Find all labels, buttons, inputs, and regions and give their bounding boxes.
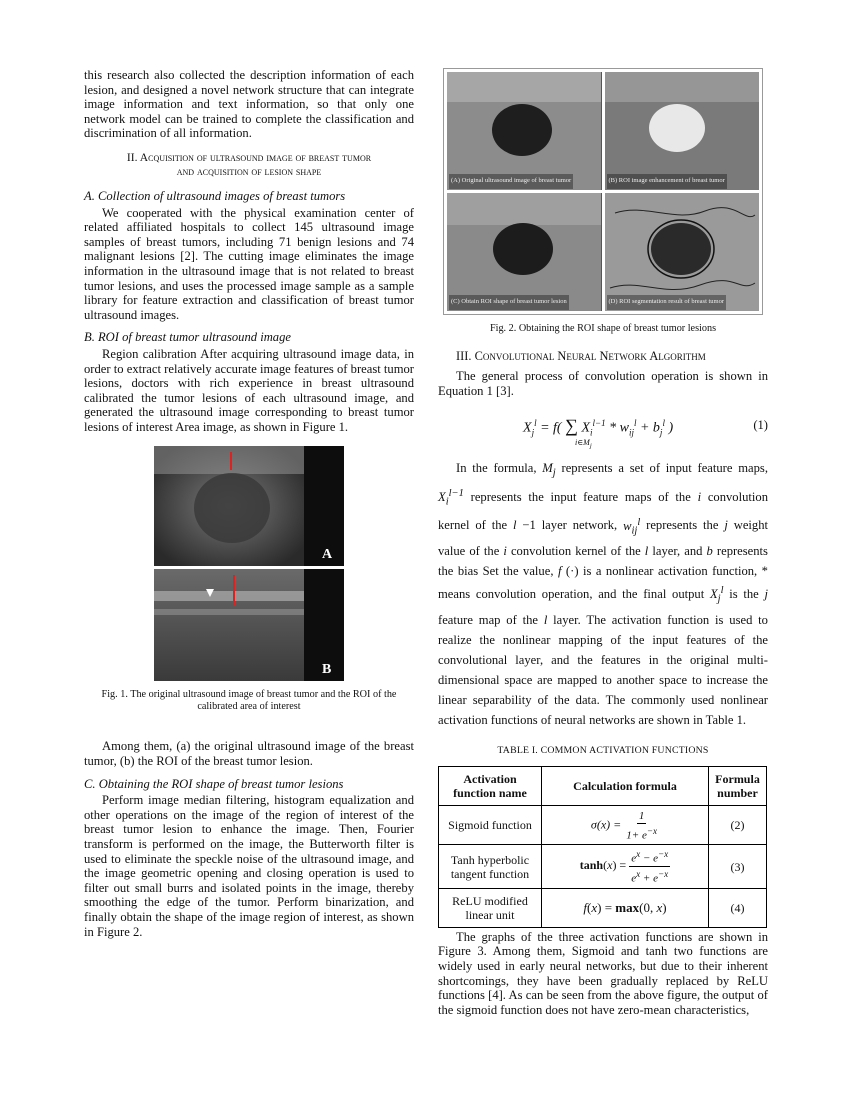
figure-2-caption: Fig. 2. Obtaining the ROI shape of breast tumor lesions [489, 323, 717, 334]
table-row [439, 806, 767, 845]
formula-text-6: represents the [646, 518, 719, 533]
table-1-title: TABLE I. COMMON ACTIVATION FUNCTIONS [497, 744, 709, 756]
formula-text-10: represents the bias Set the value, [438, 544, 768, 579]
ultrasound-image-a [154, 446, 344, 566]
formula-explanation-paragraph: In the formula, $M_j$ represents a set of input feature maps, $X_i^{l-1}$ represents the input feature maps of the i convolution kernel of the l −1 layer network, $w_{ij}^l$ represents the j weight value of the i convolution kernel of the l layer, and b represents the bias Set the value, f (·) is a nonlinear activation function, * means convolution operation, and the final output $X_j^l$ is the j feature map of the l layer. The activation function is used to realize the nonlinear mapping of the input features of the convolutional layer, and the features in the original multi-dimensional space are mapped to another space to increase the linear separability of the data. The commonly used nonlinear activation functions of neural networks are shown in Table 1. [438, 461, 769, 727]
figure-2-panel-c-caption: (C) Obtain ROI shape of breast tumor lesion [449, 295, 569, 310]
intro-paragraph: this research also collected the description information of each lesion, and designed a novel network structure that can integrate image information and text information, so that only one network model can be trained to complete the classification and discrimination of all information. [84, 68, 414, 141]
formula-text-12: is the [729, 587, 759, 602]
table-cell-formula-tanh: tanh(x) = $\frac{e^x - e^{-x}}{e^x + e^{-x}}$ [542, 845, 709, 888]
formula-text-5: layer network, [541, 518, 618, 533]
formula-text-13: feature map of the [438, 612, 538, 627]
ultrasound-image-b [154, 569, 344, 681]
formula-text-8: convolution kernel of the [510, 544, 641, 559]
section-3-paragraph: The general process of convolution operation is shown in Equation 1 [3]. [438, 369, 768, 398]
subsection-b-heading: B. ROI of breast tumor ultrasound image [84, 330, 291, 345]
table-cell-name: ReLU modified linear unit [439, 888, 542, 927]
table-cell-name: Sigmoid function [439, 806, 542, 845]
figure-1-caption: Fig. 1. The original ultrasound image of breast tumor and the ROI of the calibrated area of interest [101, 689, 397, 713]
figure-1 [154, 446, 344, 681]
subsection-c-paragraph: Perform image median filtering, histogram equalization and other operations on the image of the region of interest of the breast tumor lesion to enhance the image. Then, Fourier transform is performed on the image, the Butterworth filter is used to eliminate the speckle noise of the ultrasound image, and the image geometric opening and closing operation is used to filter out small burrs and isolated points in the image, thereby smoothing the edge of the tumor. Perform binarization, and finally obtain the shape of the image region of interest, as shown in Figure 2. [84, 793, 414, 939]
right-column [438, 68, 768, 1017]
figure-2-panel-d-caption: (D) ROI segmentation result of breast tumor [607, 295, 727, 310]
fig1-label-b: B [322, 662, 332, 678]
formula-text-7: weight value of the [438, 518, 769, 559]
after-figure-1-paragraph: Among them, (a) the original ultrasound image of the breast tumor, (b) the ROI of the breast tumor lesion. [84, 739, 414, 769]
figure-2-panel-c [447, 193, 602, 311]
section-2-heading-line2: and acquisition of lesion shape [176, 164, 322, 178]
equation-1-formula: $X_j^l = f$( ∑ $X_i^{l-1} * w_{ij}^l + b_j^l$ ) $i\in M_j$ [523, 415, 674, 450]
section-2-heading [84, 151, 414, 179]
left-column [84, 68, 414, 939]
fig1-label-a: A [322, 547, 333, 563]
table-cell-formula-sigmoid: σ(x) = $\frac{1}{1+ e^{-x}}$ [542, 806, 709, 845]
activation-functions-table [438, 766, 767, 927]
table-header-name: Activation function name [439, 767, 542, 806]
figure-2-panel-d [605, 193, 760, 311]
figure-2-panel-b [605, 72, 760, 190]
formula-text-4: convolution kernel of the [438, 489, 768, 533]
formula-text-3: represents the input feature maps of the [470, 489, 691, 504]
subsection-c-heading: C. Obtaining the ROI shape of breast tumor lesions [84, 776, 344, 791]
table-cell-formula-relu: f(x) = max(0, x) [542, 888, 709, 927]
subsection-b-paragraph: Region calibration After acquiring ultrasound image data, in order to extract relatively accurate image features of breast tumor lesions, doctors with rich experience in breast ultrasound calibrated the tumor lesions of each ultrasound image, and generated the ultrasound image corresponding to breast tumor lesions of interest Area image, as shown in Figure 1. [84, 346, 414, 434]
equation-1-number: (1) [753, 418, 768, 433]
equation-1 [438, 408, 768, 450]
table-row [439, 845, 767, 888]
after-table-paragraph: The graphs of the three activation functions are shown in Figure 3. Among them, Sigmoid and tanh two functions are widely used in early neural networks, but due to their inherent shortcomings, they have been gradually replaced by ReLU functions [4]. As can be seen from the above figure, the output of the sigmoid function does not have zero-mean characteristics, [438, 929, 768, 1017]
formula-text-14: layer. The activation function is used to realize the nonlinear mapping of the input features of the convolutional layer, and the features in the original multi-dimensional space are mapped to another space to increase the linear separability of the data. The commonly used nonlinear activation functions of neural networks are shown in Table 1. [438, 612, 768, 727]
formula-text-2: represents a set of input feature maps, [561, 461, 768, 476]
table-header-number: Formula number [709, 767, 767, 806]
figure-2-panel-a [447, 72, 602, 190]
table-cell-number: (2) [709, 806, 767, 845]
table-row [439, 888, 767, 927]
table-cell-number: (3) [709, 845, 767, 888]
subsection-a-paragraph: We cooperated with the physical examination center of related affiliated hospitals to collect 145 ultrasound image samples of breast tumors, including 71 benign lesions and 74 malignant lesions [2]. The cutting image eliminates the image information in the ultrasound image that is not related to breast tumor lesions, and uses the processed image sample as a sample library for feature extraction and classification of breast tumor ultrasound images. [84, 205, 414, 322]
figure-2-panel-a-caption: (A) Original ultrasound image of breast tumor [449, 174, 573, 189]
figure-2 [443, 68, 763, 315]
subsection-a-heading: A. Collection of ultrasound images of breast tumors [84, 188, 346, 203]
formula-text-9: layer, and [652, 544, 703, 559]
table-cell-name: Tanh hyperbolic tangent function [439, 845, 542, 888]
figure-2-panel-b-caption: (B) ROI image enhancement of breast tumor [607, 174, 727, 189]
table-cell-number: (4) [709, 888, 767, 927]
formula-text-11: is a nonlinear activation function, * means convolution operation, and the final output [438, 564, 768, 602]
formula-text-1: In the formula, [456, 461, 537, 476]
table-header-formula: Calculation formula [542, 767, 709, 806]
section-2-heading-line1: II. Acquisition of ultrasound image of breast tumor [126, 150, 372, 164]
table-header-row [439, 767, 767, 806]
section-3-heading: III. Convolutional Neural Network Algorithm [456, 349, 706, 363]
